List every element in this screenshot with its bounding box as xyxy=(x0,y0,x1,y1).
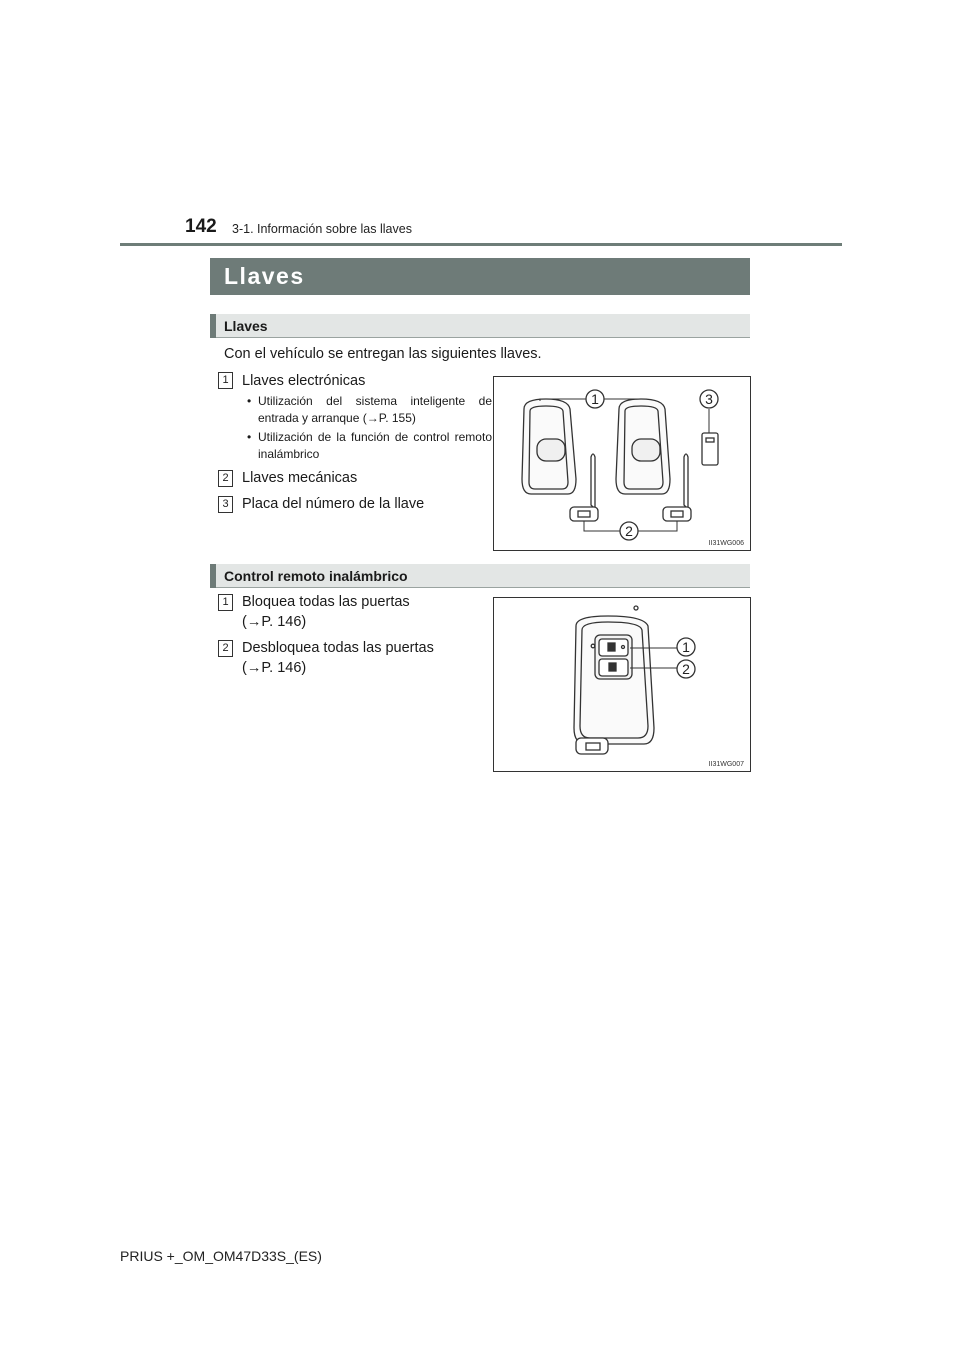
breadcrumb: 3-1. Información sobre las llaves xyxy=(232,222,412,236)
page-reference: (→P. 146) xyxy=(242,660,307,676)
item-number-badge: 1 xyxy=(218,372,233,389)
header-rule xyxy=(120,243,842,246)
figure-code: II31WG007 xyxy=(708,761,744,768)
callout-label: 3 xyxy=(705,391,713,407)
callout-label: 2 xyxy=(625,523,633,539)
page-title: Llaves xyxy=(224,263,305,289)
item-number-badge: 3 xyxy=(218,496,233,513)
page-number: 142 xyxy=(185,216,217,237)
keys-illustration xyxy=(494,377,750,550)
section-heading-keys xyxy=(210,314,750,338)
item-label: Llaves mecánicas xyxy=(242,470,358,486)
item-label: Desbloquea todas las puertas xyxy=(242,640,434,656)
section-marker xyxy=(210,314,216,338)
keys-figure xyxy=(493,376,751,551)
remote-illustration xyxy=(494,598,750,771)
section-heading-text: Control remoto inalámbrico xyxy=(224,568,408,584)
remote-figure xyxy=(493,597,751,772)
item-number-badge: 2 xyxy=(218,470,233,487)
callout-label: 1 xyxy=(591,391,599,407)
item-number-badge: 2 xyxy=(218,640,233,657)
section-heading-remote xyxy=(210,564,750,588)
callout-label: 2 xyxy=(682,661,690,677)
section-marker xyxy=(210,564,216,588)
bullet-item: • Utilización del sistema inteligente de entrada y arranque (→P. 155) xyxy=(258,393,492,427)
item-label: Llaves electrónicas xyxy=(242,373,366,389)
callout-label: 1 xyxy=(682,639,690,655)
item-label: Placa del número de la llave xyxy=(242,496,425,512)
section-heading-text: Llaves xyxy=(224,318,268,334)
figure-code: II31WG006 xyxy=(708,540,744,547)
intro-text: Con el vehículo se entregan las siguientes llaves. xyxy=(224,346,542,362)
document-code-footer: PRIUS +_OM_OM47D33S_(ES) xyxy=(120,1248,322,1264)
title-banner xyxy=(210,258,750,295)
item-number-badge: 1 xyxy=(218,594,233,611)
page-reference: (→P. 146) xyxy=(242,614,307,630)
bullet-item: • Utilización de la función de control remoto inalámbrico xyxy=(258,429,492,463)
item-label: Bloquea todas las puertas xyxy=(242,594,410,610)
